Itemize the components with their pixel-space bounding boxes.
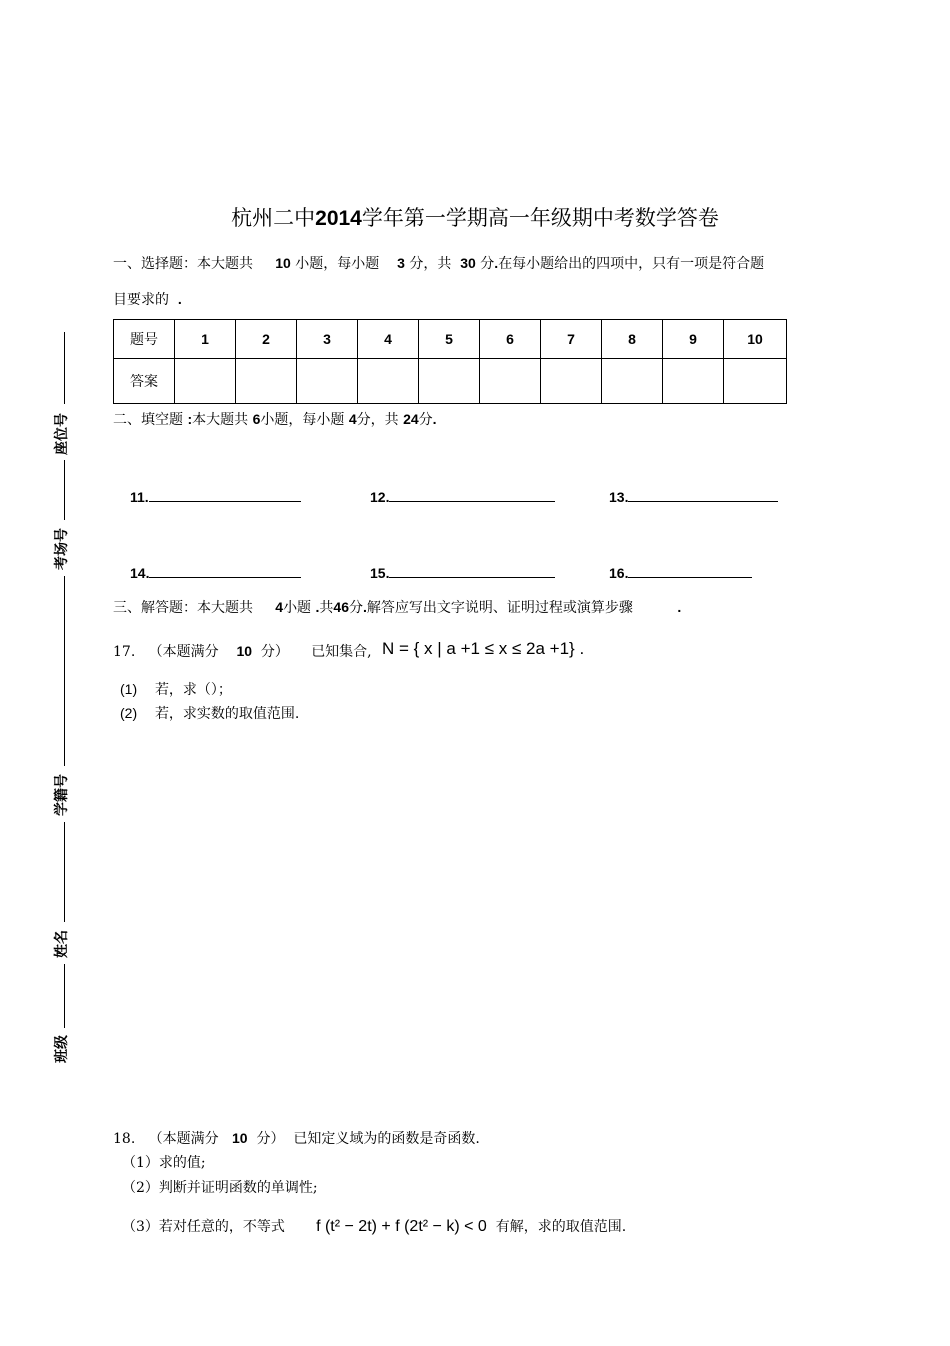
section1-line2	[113, 289, 182, 309]
answer-cell[interactable]	[358, 359, 419, 404]
dot: .	[315, 599, 320, 615]
table-row	[114, 359, 787, 404]
text: 若，求实数的取值范围.	[154, 706, 300, 722]
question-number: 17.	[113, 644, 136, 660]
dot: .	[432, 411, 437, 427]
binding-line-4	[64, 822, 65, 922]
text: 小题，每小题	[260, 412, 345, 428]
question-count: 10	[275, 255, 291, 271]
answer-table	[113, 319, 787, 404]
text: 小题，每小题	[295, 256, 380, 272]
blank-number: 15.	[370, 565, 390, 581]
colon: :	[187, 411, 193, 427]
question-number: 18.	[113, 1131, 136, 1147]
title-post: 学年第一学期高一年级期中考数学答卷	[361, 206, 719, 230]
row-label: 答案	[114, 359, 175, 404]
answer-line[interactable]	[389, 487, 555, 502]
text: 有解，求的取值范围.	[495, 1219, 627, 1235]
blank-16[interactable]	[609, 563, 752, 581]
q18-part3	[122, 1216, 626, 1236]
text: 已知定义域为的函数是奇函数.	[293, 1131, 480, 1147]
answer-cell[interactable]	[602, 359, 663, 404]
class-label: 班级	[53, 1035, 69, 1063]
text: 分	[348, 600, 363, 616]
text: 共	[319, 600, 334, 616]
binding-line-2	[64, 460, 65, 520]
inequality-formula: f (t² − 2t) + f (2t² − k) < 0	[316, 1218, 487, 1235]
question-count: 4	[275, 599, 284, 615]
dot: .	[362, 599, 367, 615]
dot: .	[177, 291, 182, 307]
text: 若，求（）；	[154, 682, 232, 698]
text: 在每小题给出的四项中，只有一项是符合题	[498, 256, 765, 272]
answer-line[interactable]	[149, 563, 301, 578]
name-label: 姓名	[53, 930, 69, 958]
answer-cell[interactable]	[663, 359, 724, 404]
blank-number: 14.	[130, 565, 150, 581]
text: 分	[480, 256, 495, 272]
section2-heading	[113, 409, 437, 429]
exam-room-label: 考场号	[53, 528, 69, 570]
answer-cell[interactable]	[175, 359, 236, 404]
q17-formula: N = { x | a +1 ≤ x ≤ 2a +1} .	[382, 639, 585, 658]
blank-number: 12.	[370, 489, 390, 505]
section3-heading	[113, 597, 681, 617]
score: 10	[236, 643, 253, 659]
text: 本大题共	[192, 412, 249, 428]
text: 解答应写出文字说明、证明过程或演算步骤	[366, 600, 633, 616]
question-number: 5	[419, 320, 480, 359]
section1-line1	[113, 253, 764, 273]
text: 二、填空题	[113, 412, 183, 428]
answer-cell[interactable]	[480, 359, 541, 404]
answer-cell[interactable]	[236, 359, 297, 404]
answer-cell[interactable]	[297, 359, 358, 404]
question-number: 2	[236, 320, 297, 359]
text: （本题满分	[148, 1131, 219, 1147]
dot: .	[494, 255, 499, 271]
student-id-label: 学籍号	[53, 774, 69, 816]
answer-cell[interactable]	[541, 359, 602, 404]
text: 分，共	[409, 256, 452, 272]
blank-15[interactable]	[370, 563, 555, 581]
answer-line[interactable]	[628, 563, 752, 578]
question-number: 8	[602, 320, 663, 359]
question-number: 3	[297, 320, 358, 359]
binding-line-1	[64, 332, 65, 404]
answer-cell[interactable]	[419, 359, 480, 404]
part-number: (2)	[120, 705, 138, 721]
points-total: 46	[333, 599, 349, 615]
question-number: 6	[480, 320, 541, 359]
points-each: 3	[397, 255, 405, 271]
text: 一、选择题：本大题共	[113, 256, 253, 272]
points-total: 24	[403, 411, 419, 427]
q18-part1: （1）求的值;	[122, 1155, 206, 1171]
text: 分）	[260, 644, 289, 660]
blank-14[interactable]	[130, 563, 301, 581]
question-count: 6	[252, 411, 261, 427]
question-number: 4	[358, 320, 419, 359]
question-number: 10	[724, 320, 787, 359]
blank-number: 16.	[609, 565, 629, 581]
points-total: 30	[460, 255, 476, 271]
text: 目要求的	[113, 292, 169, 308]
text: 分	[418, 412, 433, 428]
score: 10	[231, 1130, 248, 1146]
title-year: 2014	[315, 207, 362, 230]
part-number: (1)	[120, 681, 138, 697]
question-number: 1	[175, 320, 236, 359]
q17-part1	[120, 679, 232, 699]
seat-label: 座位号	[53, 413, 69, 455]
blank-number: 13.	[609, 489, 629, 505]
question-number: 9	[663, 320, 724, 359]
blank-12[interactable]	[370, 487, 555, 505]
answer-line[interactable]	[389, 563, 555, 578]
dot: .	[677, 599, 682, 615]
row-label: 题号	[114, 320, 175, 359]
binding-line-3	[64, 576, 65, 766]
text: 小题	[283, 600, 312, 616]
text: 分）	[256, 1131, 285, 1147]
points-each: 4	[348, 411, 357, 427]
page-title	[0, 202, 950, 232]
table-row	[114, 320, 787, 359]
blank-number: 11.	[130, 489, 149, 505]
answer-line[interactable]	[149, 487, 301, 502]
q18-stem	[113, 1128, 480, 1148]
answer-line[interactable]	[628, 487, 778, 502]
text: （3）若对任意的，不等式	[122, 1219, 285, 1235]
q17-stem	[113, 641, 372, 661]
blank-13[interactable]	[609, 487, 778, 505]
text: （本题满分	[148, 644, 219, 660]
answer-cell[interactable]	[724, 359, 787, 404]
q18-part2: （2）判断并证明函数的单调性;	[122, 1180, 318, 1196]
blank-11[interactable]	[130, 487, 301, 505]
question-number: 7	[541, 320, 602, 359]
title-pre: 杭州二中	[231, 206, 316, 230]
q17-part2	[120, 703, 299, 723]
text: 三、解答题：本大题共	[113, 600, 253, 616]
text: 分，共	[356, 412, 399, 428]
binding-line-5	[64, 964, 65, 1028]
text: 已知集合,	[311, 644, 372, 660]
